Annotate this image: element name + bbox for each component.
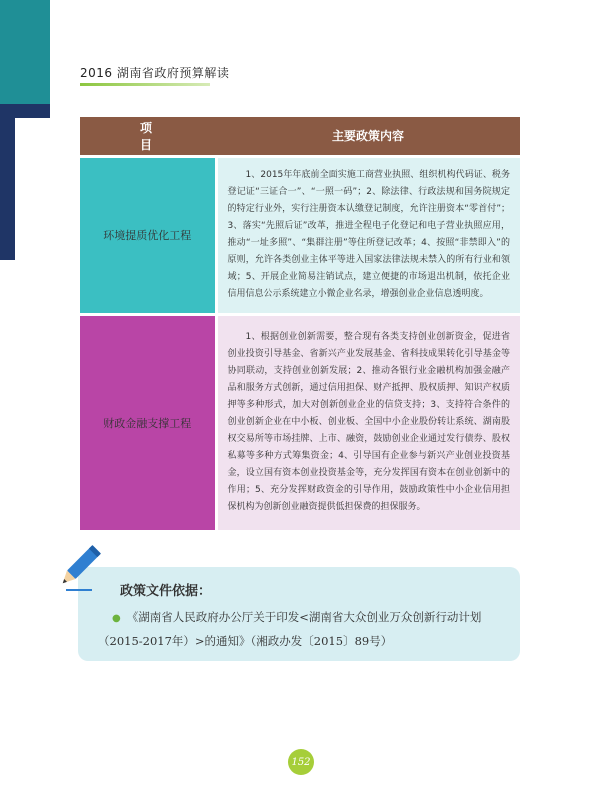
- row-label: 财政金融支撑工程: [80, 314, 216, 530]
- side-decoration-teal: [0, 0, 50, 104]
- row-content: [216, 156, 520, 314]
- running-header: 2016 湖南省政府预算解读: [80, 66, 230, 80]
- policy-table: [80, 117, 520, 530]
- bullet-icon: ●: [112, 613, 121, 624]
- policy-basis-text: [98, 606, 508, 652]
- side-decoration-navy: [0, 104, 15, 260]
- row-content-text: 1、根据创业创新需要，整合现有各类支持创业创新资金，促进省创业投资引导基金、省新兴产业发展基金、省科技成果转化引导基金等协同联动，支持创业创新发展；2、推动各银行业金融机构加强金融产品和服务方式创新，通过信用担保、财产抵押、股权质押、知识产权质押等多种形式，加大对创新创业企业的信贷支持；3、支持符合条件的创业创新企业在中小板、创业板、全国中小企业股份转让系统、湖南股权交易所等市场挂牌、上市、融资，鼓励创业企业通过发行债券、股权私募等多种方式筹集资金；4、引导国有企业参与新兴产业创业投资基金，设立国有资本创业投资基金等，充分发挥国有资本在创业创新中的作用；5、充分发挥财政资金的引导作用，鼓励政策性中小企业信用担保机构为创新创业融资提供低担保费的担保服务。: [227, 332, 510, 513]
- row-content: [216, 314, 520, 530]
- page-number: 152: [288, 749, 314, 775]
- header-underline: [80, 83, 210, 86]
- row-label: 环境提质优化工程: [80, 156, 216, 314]
- column-header-content: 主要政策内容: [331, 129, 404, 144]
- row-content-text: 1、2015年年底前全面实施工商营业执照、组织机构代码证、税务登记证“三证合一”、“一照一码”；2、除法律、行政法规和国务院规定的特定行业外，实行注册资本认缴登记制度，允许注册资本“零首付”；3、落实“先照后证”改革，推进全程电子化登记和电子营业执照应用，推动“一址多照”、“集群注册”等住所登记改革；4、按照“非禁即入”的原则，允许各类创业主体平等进入国家法律法规未禁入的所有行业和领域；5、开展企业简易注销试点，建立便捷的市场退出机制，依托企业信用信息公示系统建立小微企业名录，增强创业企业信息透明度。: [227, 170, 510, 299]
- policy-text-line1: 《湖南省人民政府办公厅关于印发<湖南省大众创业万众创新行动计划: [126, 610, 482, 624]
- table-header-row: [80, 117, 520, 156]
- pencil-icon: [52, 540, 106, 594]
- table-row: [80, 156, 520, 314]
- table-row: [80, 314, 520, 530]
- column-header-item: 项 目: [139, 120, 243, 152]
- policy-text-line2: （2015-2017年）>的通知》（湘政办发〔2015〕89号）: [98, 634, 393, 648]
- policy-basis-title: 政策文件依据：: [120, 584, 212, 599]
- side-decoration-navy-tab: [15, 104, 50, 118]
